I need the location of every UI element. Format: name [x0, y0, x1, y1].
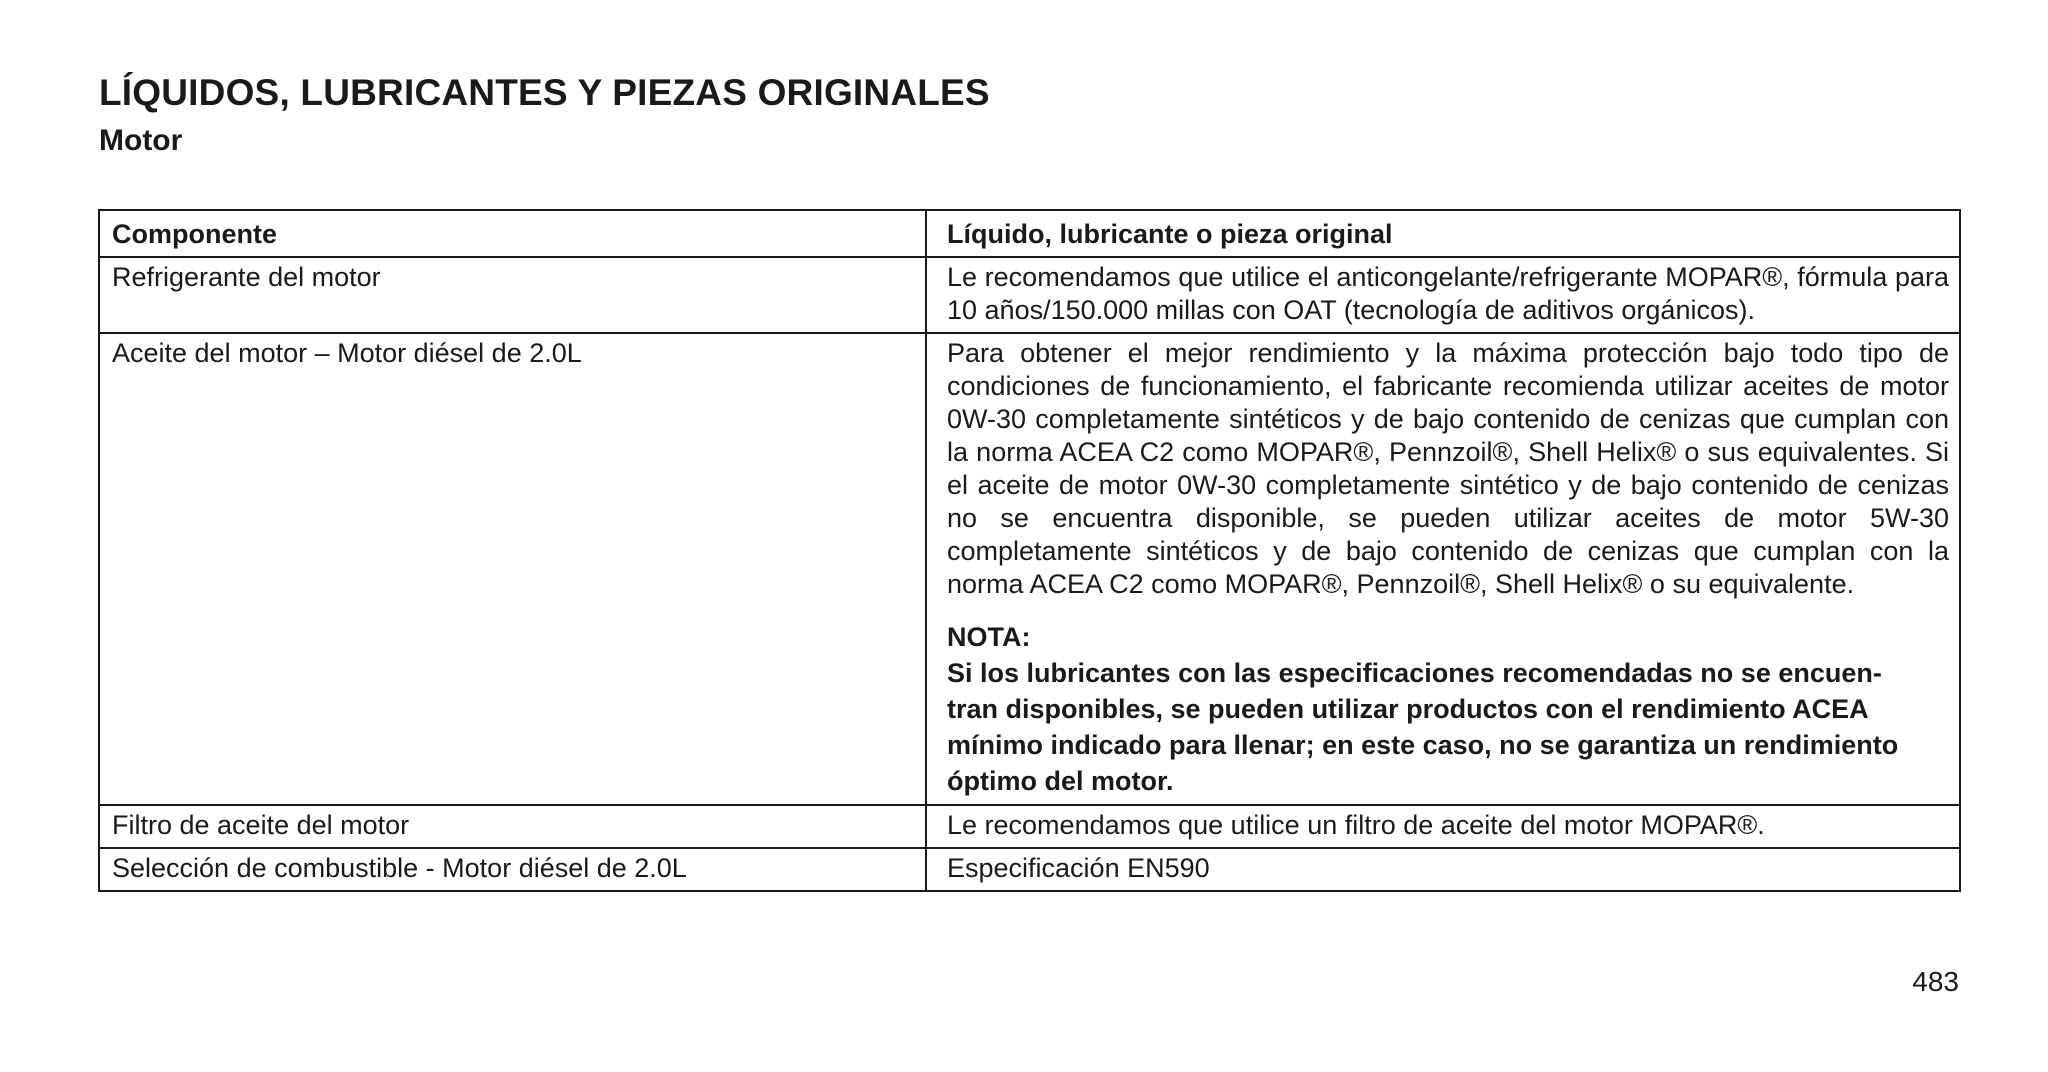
component-cell: Filtro de aceite del motor [99, 805, 926, 848]
component-cell: Selección de combustible - Motor diésel de 2.0L [99, 848, 926, 891]
table-row [99, 257, 1960, 333]
column-header-component: Componente [99, 210, 926, 257]
note-body: Si los lubricantes con las especificaciones recomendadas no se encuen-tran disponibles, se pueden utilizar productos con el rendimiento ACEA mínimo indicado para llenar; en este caso, no se garantiza un rendimiento óptimo del motor. [947, 658, 1899, 796]
note-title: NOTA: [947, 622, 1031, 652]
table-row [99, 805, 1960, 848]
table-row [99, 333, 1960, 805]
spec-cell: Le recomendamos que utilice el anticongelante/refrigerante MOPAR®, fórmula para 10 años/150.000 millas con OAT (tecnología de aditivos orgánicos). [926, 257, 1960, 333]
page-number: 483 [1912, 966, 1959, 997]
section-title: Motor [99, 124, 183, 157]
component-cell: Aceite del motor – Motor diésel de 2.0L [99, 333, 926, 805]
spec-paragraph: Para obtener el mejor rendimiento y la máxima protección bajo todo tipo de condiciones de funcionamiento, el fabricante recomienda utilizar aceites de motor 0W-30 completamente sintéticos y de bajo contenido de cenizas que cumplan con la norma ACEA C2 como MOPAR®, Pennzoil®, Shell Helix® o sus equivalentes. Si el aceite de motor 0W-30 completamente sintético y de bajo contenido de cenizas no se encuentra disponible, se pueden utilizar aceites de motor 5W-30 completamente sintéticos y de bajo contenido de cenizas que cumplan con la norma ACEA C2 como MOPAR®, Pennzoil®, Shell Helix® o su equivalente. [947, 338, 1949, 599]
component-cell: Refrigerante del motor [99, 257, 926, 333]
fluids-spec-table [98, 209, 1961, 892]
spec-cell: Especificación EN590 [926, 848, 1960, 891]
table-row [99, 848, 1960, 891]
spec-cell: Le recomendamos que utilice un filtro de aceite del motor MOPAR®. [926, 805, 1960, 848]
spec-cell [926, 333, 1960, 805]
page-title: LÍQUIDOS, LUBRICANTES Y PIEZAS ORIGINALES [99, 72, 990, 113]
table-header-row [99, 210, 1960, 257]
column-header-spec: Líquido, lubricante o pieza original [926, 210, 1960, 257]
